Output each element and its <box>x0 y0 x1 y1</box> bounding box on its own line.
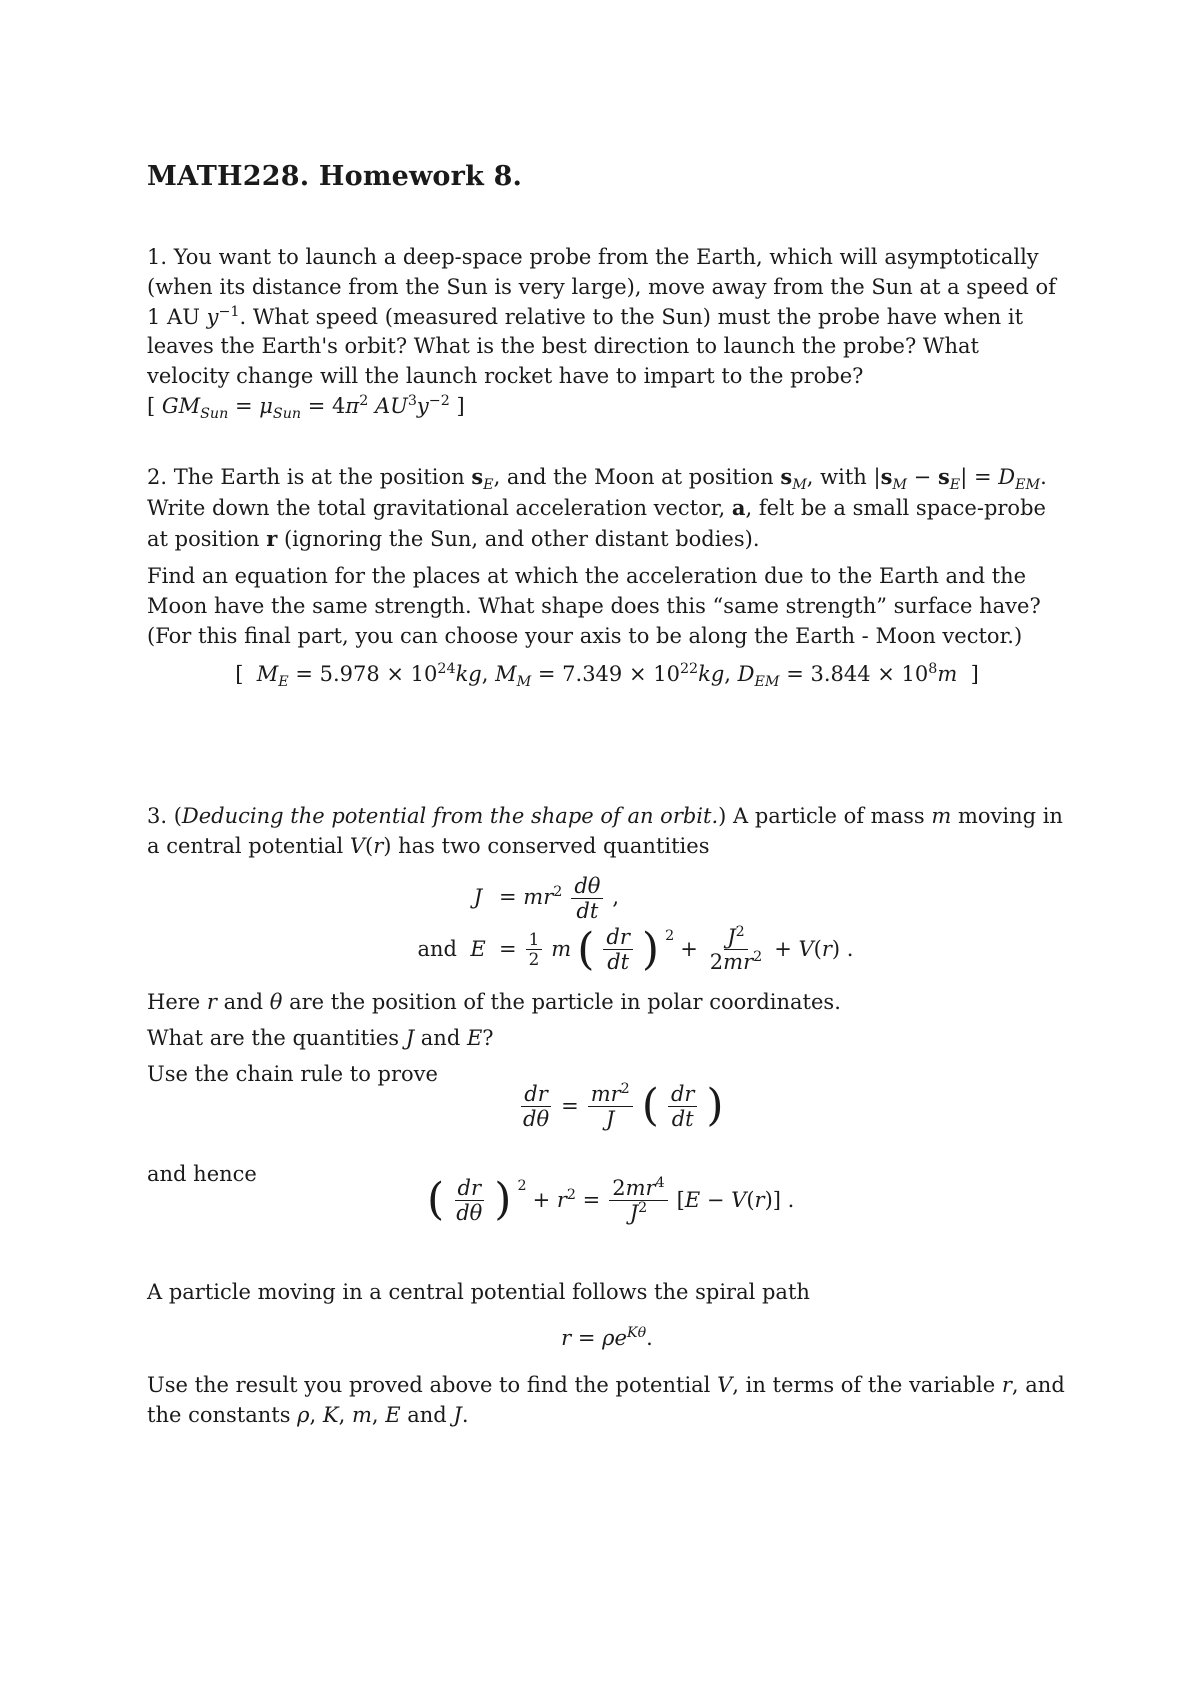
question-1-text: 1. You want to launch a deep-space probe from the Earth, which will asymptotically (when its distance from the Sun is very large), move away from the Sun at a speed of 1 AU $y^{-1}$. What speed (measured relative to the Sun) must the probe have when it leaves the Earth's orbit? What is the best direction to launch the probe? What velocity change will the launch rocket have to impart to the probe? <box>147 245 1056 389</box>
chain-rule-block <box>147 1060 1067 1156</box>
page-title: MATH228. Homework 8. <box>147 161 523 192</box>
equation-chain: $\frac{dr}{d\theta}$ = $\frac{mr^2}{J}$ ( $\frac{dr}{dt}$ ) <box>523 1080 724 1132</box>
equation-spiral: $r = \rho e^{K\theta}$. <box>561 1324 653 1350</box>
question-2-text: 2. The Earth is at the position $s_E$, and the Moon at position $s_M$, with $|s_M - s_E| = D_{EM}$. Write down the total gravitational acceleration vector, a, felt be a small space-probe at position r (ignoring the Sun, and other distant bodies). <box>147 464 1047 551</box>
equation-hence: ( $\frac{dr}{d\theta}$ ) $^2$ + $r^2$ = $\frac{2mr^4}{J^2}$ [E − V(r)] . <box>427 1174 795 1226</box>
question-2-text-2: Find an equation for the places at which the acceleration due to the Earth and the Moon have the same strength. What shape does this “same strength” surface have? (For this final part, you can choose your axis to be along the Earth - Moon vector.) <box>147 564 1041 649</box>
question-3 <box>147 802 1067 1431</box>
question-3-question: What are the quantities J and E? <box>147 1026 494 1050</box>
question-3-polar: Here r and θ are the position of the particle in polar coordinates. <box>147 990 841 1015</box>
question-2 <box>147 462 1067 690</box>
equation-J: J = $mr^2$ $\frac{d\theta}{dt}$ , <box>473 873 620 923</box>
question-3-subtitle: Deducing the potential from the shape of an orbit. <box>181 804 719 828</box>
question-3-spiral: A particle moving in a central potential follows the spiral path <box>147 1279 810 1304</box>
question-1 <box>147 243 1067 422</box>
question-3-hence: and hence <box>147 1161 257 1186</box>
question-1-hint: [ $GM_{Sun} = \mu_{Sun} = 4\pi^2$ $AU^3y^{-2}$ ] <box>147 393 465 423</box>
hence-block <box>147 1160 1067 1270</box>
conserved-equations <box>387 874 1067 975</box>
question-2-hint: [ $M_E = 5.978 \times 10^{24}kg$, $M_M = 7.349 \times 10^{22}kg$, $D_{EM} = 3.844 \times 10^8m$ ] <box>235 660 979 691</box>
question-3-final: Use the result you proved above to find the potential V, in terms of the variable r, and the constants ρ, K, m, E and J. <box>147 1373 1065 1428</box>
question-3-intro: 3. (Deducing the potential from the shape of an orbit.) A particle of mass m moving in a central potential V(r) has two conserved quantities <box>147 804 1063 858</box>
equation-E: and E = $\frac{1}{2}$ m ( $\frac{dr}{dt}$ ) $^2$ + $\frac{J^2}{2mr^2}$ + V(r) . <box>417 923 854 975</box>
question-3-chain: Use the chain rule to prove <box>147 1061 438 1086</box>
